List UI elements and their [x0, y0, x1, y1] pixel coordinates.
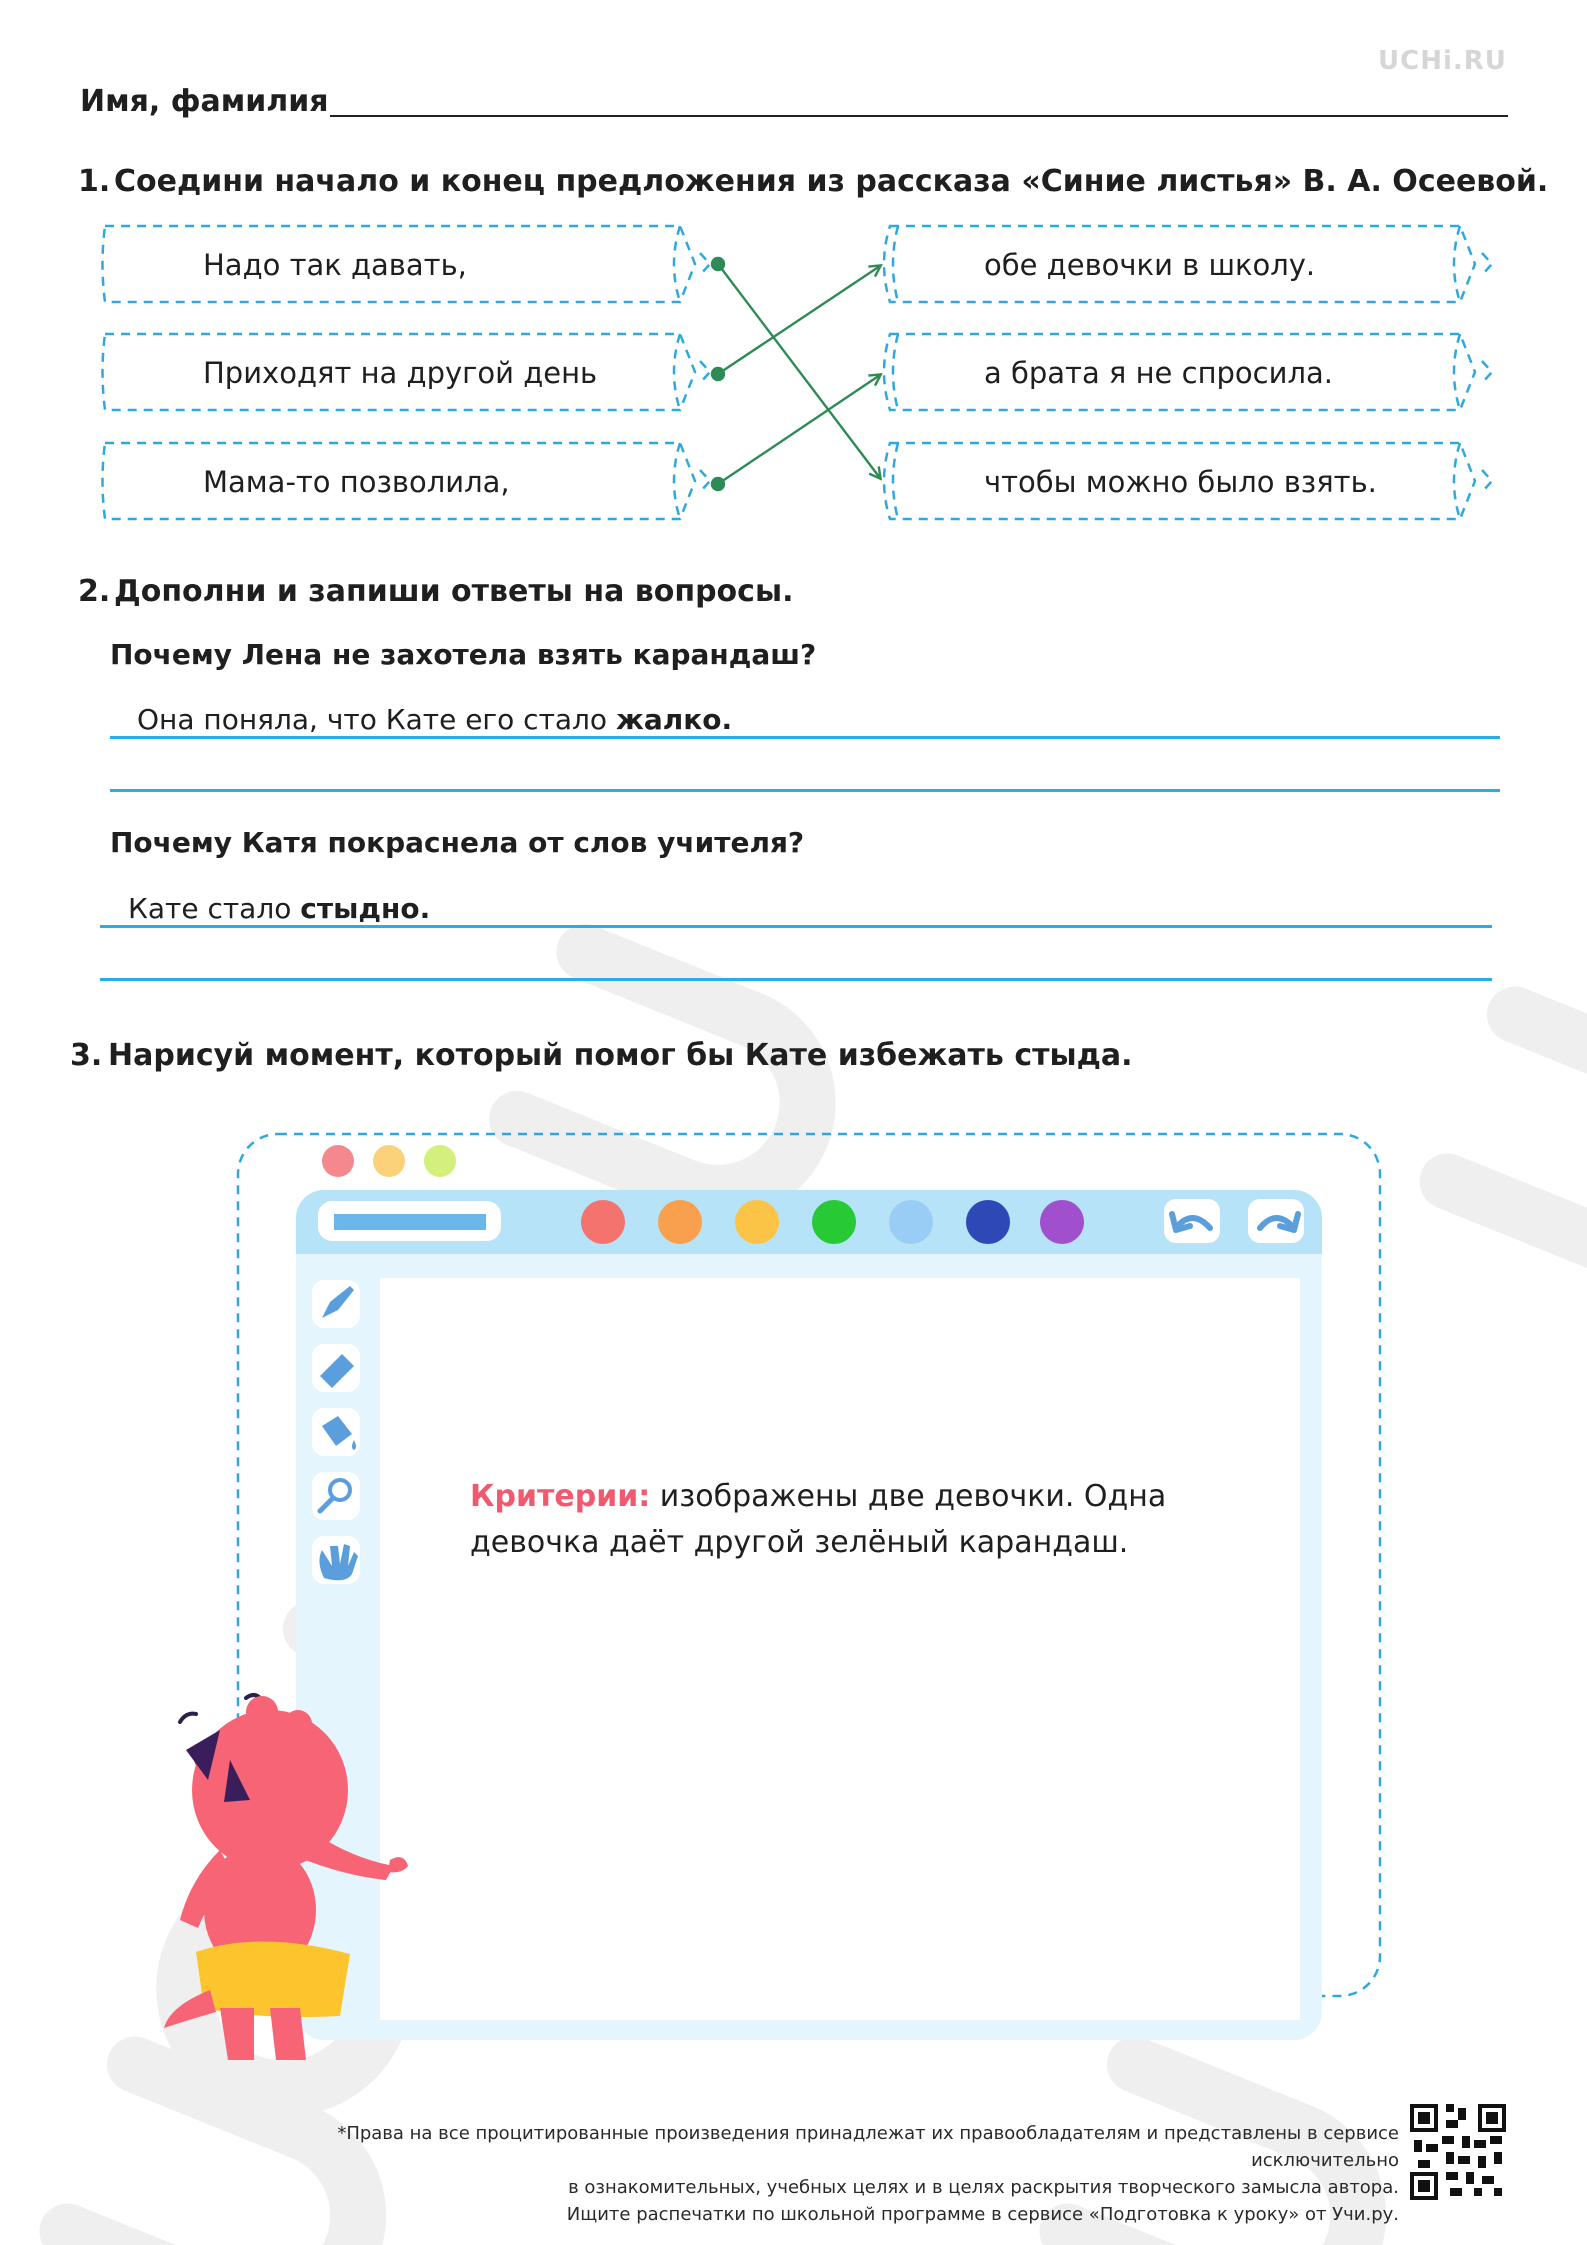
eraser-icon[interactable]: [312, 1344, 360, 1392]
task1-title: Соедини начало и конец предложения из рассказа «Синие листья» В. А. Осеевой.: [114, 164, 1549, 199]
question-2: Почему Катя покраснела от слов учителя?: [110, 826, 805, 859]
left-item-3: Мама-то позволила,: [203, 465, 510, 499]
name-label: Имя, фамилия: [80, 84, 329, 119]
color-dark-blue[interactable]: [966, 1200, 1010, 1244]
criteria-text: Критерии: изображены две девочки. Одна девочка даёт другой зелёный карандаш.: [470, 1479, 1167, 1560]
connection-line-3: [718, 375, 880, 484]
hand-icon[interactable]: [312, 1536, 360, 1584]
footer-line-1: *Права на все процитированные произведения принадлежат их правообладателям и представлены в сервисе исключительно: [337, 2123, 1399, 2171]
undo-icon[interactable]: [1164, 1199, 1220, 1243]
connection-line-1: [718, 264, 880, 478]
task1-number: 1.: [78, 164, 111, 199]
right-item-3: чтобы можно было взять.: [984, 465, 1377, 499]
left-item-2: Приходят на другой день: [203, 356, 598, 390]
answer-1-line[interactable]: [110, 736, 1500, 739]
task3-number: 3.: [70, 1038, 103, 1073]
color-green[interactable]: [812, 1200, 856, 1244]
color-orange[interactable]: [658, 1200, 702, 1244]
answer-2: Кате стало стыдно.: [128, 892, 431, 925]
right-item-2: а брата я не спросила.: [984, 356, 1333, 390]
left-item-1: Надо так давать,: [203, 248, 467, 282]
magnifier-icon[interactable]: [312, 1472, 360, 1520]
color-purple[interactable]: [1040, 1200, 1084, 1244]
uchi-logo: UCHi.RU: [1378, 46, 1507, 76]
task3-title: Нарисуй момент, который помог бы Кате избежать стыда.: [108, 1038, 1133, 1073]
brush-icon[interactable]: [312, 1280, 360, 1328]
footer-line-2: в ознакомительных, учебных целях и в целях раскрытия творческого замысла автора.: [568, 2177, 1399, 2198]
fill-icon[interactable]: [312, 1408, 360, 1456]
color-light-blue[interactable]: [889, 1200, 933, 1244]
answer-1: Она поняла, что Кате его стало жалко.: [137, 703, 733, 736]
copyright-footer: [199, 2120, 1399, 2228]
right-item-1: обе девочки в школу.: [984, 248, 1316, 282]
redo-icon[interactable]: [1248, 1199, 1304, 1243]
dinosaur-mascot-illustration: [150, 1690, 430, 2090]
question-1: Почему Лена не захотела взять карандаш?: [110, 638, 817, 671]
answer-2-line[interactable]: [100, 925, 1492, 928]
color-red[interactable]: [581, 1200, 625, 1244]
task2-title: Дополни и запиши ответы на вопросы.: [114, 574, 794, 609]
task2-number: 2.: [78, 574, 111, 609]
answer-2-line-2[interactable]: [100, 978, 1492, 981]
connection-line-2: [718, 266, 880, 374]
color-yellow[interactable]: [735, 1200, 779, 1244]
footer-line-3: Ищите распечатки по школьной программе в сервисе «Подготовка к уроку» от Учи.ру.: [566, 2204, 1399, 2225]
answer-1-line-2[interactable]: [110, 789, 1500, 792]
qr-code-icon[interactable]: [1410, 2104, 1506, 2200]
